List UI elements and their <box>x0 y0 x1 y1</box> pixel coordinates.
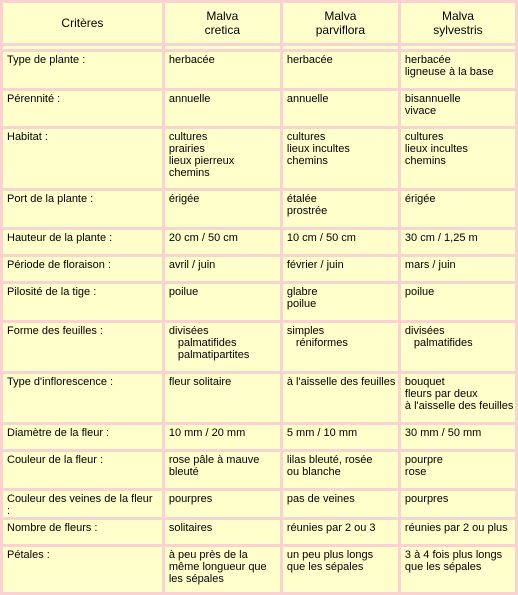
value-line: 20 cm / 50 cm <box>168 232 238 244</box>
value-cell <box>165 129 280 188</box>
value-line: herbacée <box>404 54 451 66</box>
value-cell <box>283 284 398 320</box>
value-line: 10 mm / 20 mm <box>168 427 246 439</box>
value-cell <box>165 257 280 281</box>
value-cell <box>165 230 280 254</box>
table-row <box>3 52 515 88</box>
value-line: solitaires <box>168 522 213 534</box>
criterion-label: Période de floraison : <box>3 257 162 281</box>
value-cell <box>401 52 515 88</box>
value-line: chemins <box>404 155 446 167</box>
value-line: divisées <box>404 325 445 337</box>
value-line: lieux incultes <box>286 143 350 155</box>
gap-cell <box>165 46 280 49</box>
value-line: poilue <box>286 298 317 310</box>
value-cell <box>165 284 280 320</box>
header-criteria: Critères <box>3 3 162 43</box>
value-cell <box>165 374 280 422</box>
value-cell <box>165 520 280 544</box>
value-line: lieux pierreux <box>168 155 235 167</box>
value-line: pourpres <box>168 493 213 505</box>
value-line: prairies <box>168 143 205 155</box>
value-line: pourpres <box>404 493 449 505</box>
value-line: annuelle <box>168 93 211 105</box>
table-body <box>3 52 515 592</box>
value-line: palmatifides <box>413 337 473 349</box>
value-line: pas de veines <box>286 493 355 505</box>
criterion-label: Pilosité de la tige : <box>3 284 162 320</box>
value-line: les sépales <box>168 573 224 585</box>
table-row <box>3 491 515 517</box>
value-line: bisannuelle <box>404 93 461 105</box>
value-line: poilue <box>168 286 199 298</box>
header-malva-parviflora: Malva parviflora <box>283 3 398 43</box>
criterion-label: Type de plante : <box>3 52 162 88</box>
value-line: réniformes <box>295 337 348 349</box>
value-cell <box>283 547 398 592</box>
value-cell <box>165 491 280 517</box>
value-line: simples <box>286 325 325 337</box>
gap-cell <box>3 46 162 49</box>
value-line: même longueur que <box>168 561 267 573</box>
value-line: ligneuse à la base <box>404 66 494 78</box>
value-cell <box>283 52 398 88</box>
value-line: 5 mm / 10 mm <box>286 427 358 439</box>
gap-cell <box>283 46 398 49</box>
criterion-label: Couleur de la fleur : <box>3 452 162 488</box>
value-cell <box>283 452 398 488</box>
value-line: que les sépales <box>286 561 364 573</box>
value-cell <box>401 191 515 227</box>
value-line: avril / juin <box>168 259 216 271</box>
value-line: divisées <box>168 325 209 337</box>
table-row <box>3 191 515 227</box>
value-cell <box>401 547 515 592</box>
value-line: rose pâle à mauve <box>168 454 260 466</box>
table-row <box>3 425 515 449</box>
value-line: herbacée <box>168 54 215 66</box>
value-cell <box>283 129 398 188</box>
criterion-label: Habitat : <box>3 129 162 188</box>
value-line: 30 mm / 50 mm <box>404 427 482 439</box>
value-line: mars / juin <box>404 259 456 271</box>
value-line: ou blanche <box>286 466 341 478</box>
value-cell <box>283 91 398 126</box>
value-line: chemins <box>286 155 328 167</box>
value-line: glabre <box>286 286 318 298</box>
value-line: réunies par 2 ou 3 <box>286 522 376 534</box>
value-cell <box>165 191 280 227</box>
value-line: palmatifides <box>177 337 237 349</box>
criterion-label: Pérennité : <box>3 91 162 126</box>
value-line: que les sépales <box>404 561 482 573</box>
value-cell <box>283 425 398 449</box>
criterion-label: Pétales : <box>3 547 162 592</box>
value-line: cultures <box>404 131 444 143</box>
criterion-label: Diamètre de la fleur : <box>3 425 162 449</box>
value-cell <box>401 230 515 254</box>
value-cell <box>401 257 515 281</box>
value-cell <box>401 91 515 126</box>
table-row <box>3 91 515 126</box>
table-row <box>3 230 515 254</box>
value-line: bleuté <box>168 466 199 478</box>
table-row <box>3 323 515 371</box>
value-cell <box>401 520 515 544</box>
value-line: pourpre <box>404 454 443 466</box>
value-line: lilas bleuté, rosée <box>286 454 373 466</box>
header-gap-row <box>3 46 515 49</box>
value-cell <box>165 52 280 88</box>
table-row <box>3 284 515 320</box>
criterion-label: Port de la plante : <box>3 191 162 227</box>
value-line: prostrée <box>286 205 328 217</box>
value-cell <box>401 129 515 188</box>
value-line: fleurs par deux <box>404 388 478 400</box>
value-line: cultures <box>286 131 326 143</box>
value-cell <box>401 323 515 371</box>
value-cell <box>165 425 280 449</box>
value-line: rose <box>404 466 427 478</box>
value-line: annuelle <box>286 93 329 105</box>
header-row <box>3 3 515 43</box>
value-line: herbacée <box>286 54 333 66</box>
value-cell <box>401 425 515 449</box>
criterion-label: Forme des feuilles : <box>3 323 162 371</box>
value-line: étalée <box>286 193 317 205</box>
value-cell <box>401 284 515 320</box>
value-line: 3 à 4 fois plus longs <box>404 549 503 561</box>
value-line: érigée <box>168 193 200 205</box>
table-row <box>3 547 515 592</box>
value-line: 10 cm / 50 cm <box>286 232 356 244</box>
value-cell <box>401 491 515 517</box>
value-line: fleur solitaire <box>168 376 232 388</box>
value-line: à peu près de la <box>168 549 248 561</box>
header-malva-cretica: Malva cretica <box>165 3 280 43</box>
value-cell <box>283 520 398 544</box>
value-line: lieux incultes <box>404 143 468 155</box>
value-line: février / juin <box>286 259 344 271</box>
criterion-label: Hauteur de la plante : <box>3 230 162 254</box>
value-line: vivace <box>404 105 437 117</box>
table-row <box>3 452 515 488</box>
value-cell <box>401 374 515 422</box>
table-row <box>3 374 515 422</box>
value-cell <box>283 323 398 371</box>
value-cell <box>283 374 398 422</box>
header-malva-sylvestris: Malva sylvestris <box>401 3 515 43</box>
value-cell <box>283 230 398 254</box>
value-line: réunies par 2 ou plus <box>404 522 508 534</box>
value-cell <box>165 323 280 371</box>
value-line: 30 cm / 1,25 m <box>404 232 478 244</box>
value-line: érigée <box>404 193 436 205</box>
table-row <box>3 520 515 544</box>
value-line: palmatipartites <box>177 349 250 361</box>
value-line: poilue <box>404 286 435 298</box>
value-cell <box>165 91 280 126</box>
value-line: bouquet <box>404 376 445 388</box>
criterion-label: Type d'inflorescence : <box>3 374 162 422</box>
value-line: à l'aisselle des feuilles <box>286 376 396 388</box>
value-line: un peu plus longs <box>286 549 374 561</box>
value-cell <box>165 452 280 488</box>
gap-cell <box>401 46 515 49</box>
value-cell <box>283 257 398 281</box>
value-cell <box>401 452 515 488</box>
table-row <box>3 257 515 281</box>
value-line: à l'aisselle des feuilles <box>404 400 514 412</box>
value-cell <box>165 547 280 592</box>
table-row <box>3 129 515 188</box>
value-line: chemins <box>168 167 210 179</box>
criterion-label: Nombre de fleurs : <box>3 520 162 544</box>
value-cell <box>283 191 398 227</box>
value-line: cultures <box>168 131 208 143</box>
value-cell <box>283 491 398 517</box>
criterion-label: Couleur des veines de la fleur : <box>3 491 162 517</box>
